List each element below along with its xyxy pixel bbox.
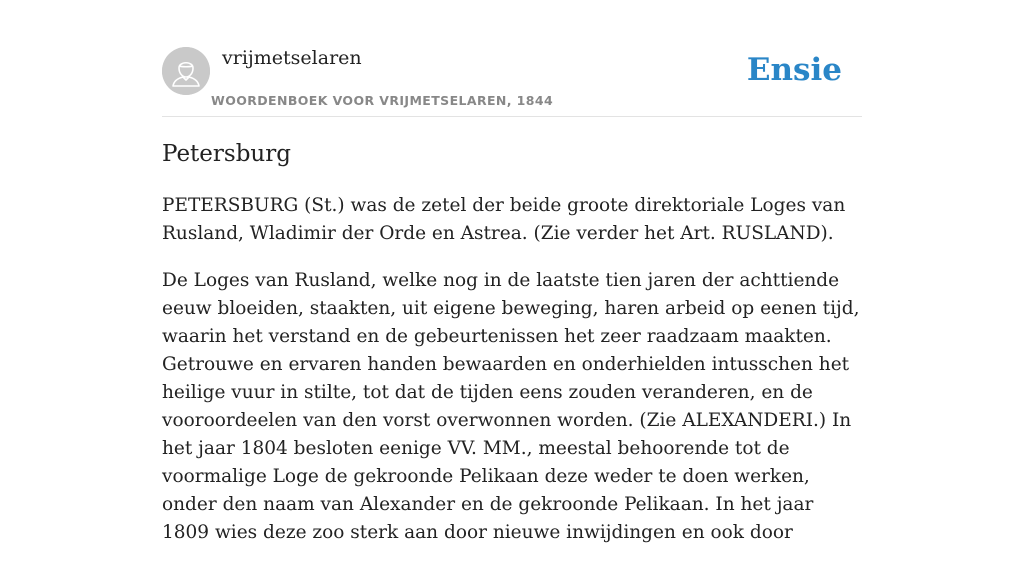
author-name[interactable]: vrijmetselaren	[222, 47, 362, 69]
header	[162, 0, 862, 117]
source-title[interactable]: WOORDENBOEK VOOR VRIJMETSELAREN, 1844	[211, 93, 554, 108]
article-title: Petersburg	[162, 141, 291, 167]
article	[162, 138, 866, 566]
user-silhouette-icon	[162, 47, 210, 95]
ensie-logo[interactable]: Ensie	[746, 52, 842, 88]
avatar[interactable]	[162, 47, 210, 95]
article-paragraph: PETERSBURG (St.) was de zetel der beide groote direktoriale Loges van Rusland, Wladimir der Orde en Astrea. (Zie verder het Art. RUSLAND).	[162, 195, 846, 244]
article-paragraph: De Loges van Rusland, welke nog in de laatste tien jaren der achttiende eeuw bloeiden, staakten, uit eigene beweging, haren arbeid op eenen tijd, waarin het verstand en de gebeurtenissen het zeer raadzaam maakten. Getrouwe en ervaren handen bewaarden en onderhielden intusschen het heilige vuur in stilte, tot dat de tijden eens zouden veranderen, en de vooroordeelen van den vorst overwonnen worden. (Zie ALEXANDERI.) In het jaar 1804 besloten eenige VV. MM., meestal behoorende tot de voormalige Loge de gekroonde Pelikaan deze weder te doen werken, onder den naam van Alexander en de gekroonde Pelikaan. In het jaar 1809 wies deze zoo sterk aan door nieuwe inwijdingen en ook door	[162, 270, 860, 543]
